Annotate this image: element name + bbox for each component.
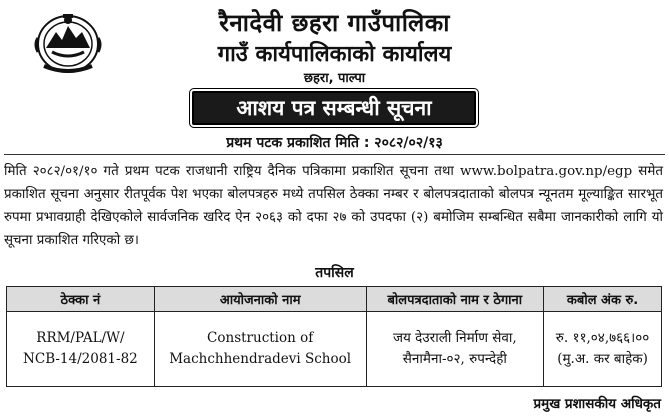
publication-date-line xyxy=(0,133,669,152)
cell-project-name xyxy=(154,312,366,387)
bidder-line1: जय देउराली निर्माण सेवा, xyxy=(392,330,517,346)
divider xyxy=(4,154,665,155)
contract-no-line1: RRM/PAL/W/ xyxy=(36,330,125,346)
office-name: गाउँ कार्यपालिकाको कार्यालय xyxy=(217,42,452,67)
amount-line2: (मु.अ. कर बाहेक) xyxy=(557,351,648,367)
contract-table xyxy=(6,286,662,387)
table-header-row xyxy=(7,287,662,312)
project-line2: Machchhendradevi School xyxy=(169,351,352,367)
header-bidder: बोलपत्रदाताको नाम र ठेगाना xyxy=(366,287,544,312)
header-amount: कबोल अंक रु. xyxy=(544,287,662,312)
amount-line1: रु. ११,०४,७६६।०० xyxy=(555,330,650,346)
municipality-name: रैनादेवी छहरा गाउँपालिका xyxy=(219,9,450,37)
table-row xyxy=(7,312,662,387)
notice-title-banner xyxy=(192,91,476,125)
bidder-line2: सैनामैना-०२, रुपन्देही xyxy=(402,351,507,367)
notice-title: आशय पत्र सम्बन्धी सूचना xyxy=(236,96,432,120)
schedule-heading: तपसिल xyxy=(315,265,354,281)
project-line1: Construction of xyxy=(207,330,314,346)
first-published-date: प्रथम पटक प्रकाशित मिति : २०८२/०२/१३ xyxy=(226,135,443,151)
cell-bidder xyxy=(366,312,544,387)
contract-no-line2: NCB-14/2081-82 xyxy=(23,351,138,367)
office-location: छहरा, पाल्पा xyxy=(303,71,366,86)
cell-amount xyxy=(544,312,662,387)
header-contract-no: ठेक्का नं xyxy=(7,287,155,312)
cell-contract-no xyxy=(7,312,155,387)
notice-paragraph: मिति २०८२/०१/१० गते प्रथम पटक राजधानी राष्ट्रिय दैनिक पत्रिकामा प्रकाशित सूचना तथा www.bolpatra.gov.np/egp समेत प्रकाशित सूचना अनुसार रीतपूर्वक पेश भएका बोलपत्रहरु मध्ये तपसिल ठेक्का नम्बर र बोलपत्रदाताको बोलपत्र न्यूनतम मूल्याङ्कित सारभूत रुपमा प्रभावग्राही देखिएकोले सार्वजनिक खरिद ऐन २०६३ को दफा २७ को उपदफा (२) बमोजिम सम्बन्धित सबैमा जानकारीको लागि यो सूचना प्रकाशित गरिएको छ। xyxy=(4,164,663,248)
notice-body xyxy=(4,160,663,252)
signatory-title: प्रमुख प्रशासकीय अधिकृत xyxy=(533,396,661,412)
header-project-name: आयोजनाको नाम xyxy=(154,287,366,312)
